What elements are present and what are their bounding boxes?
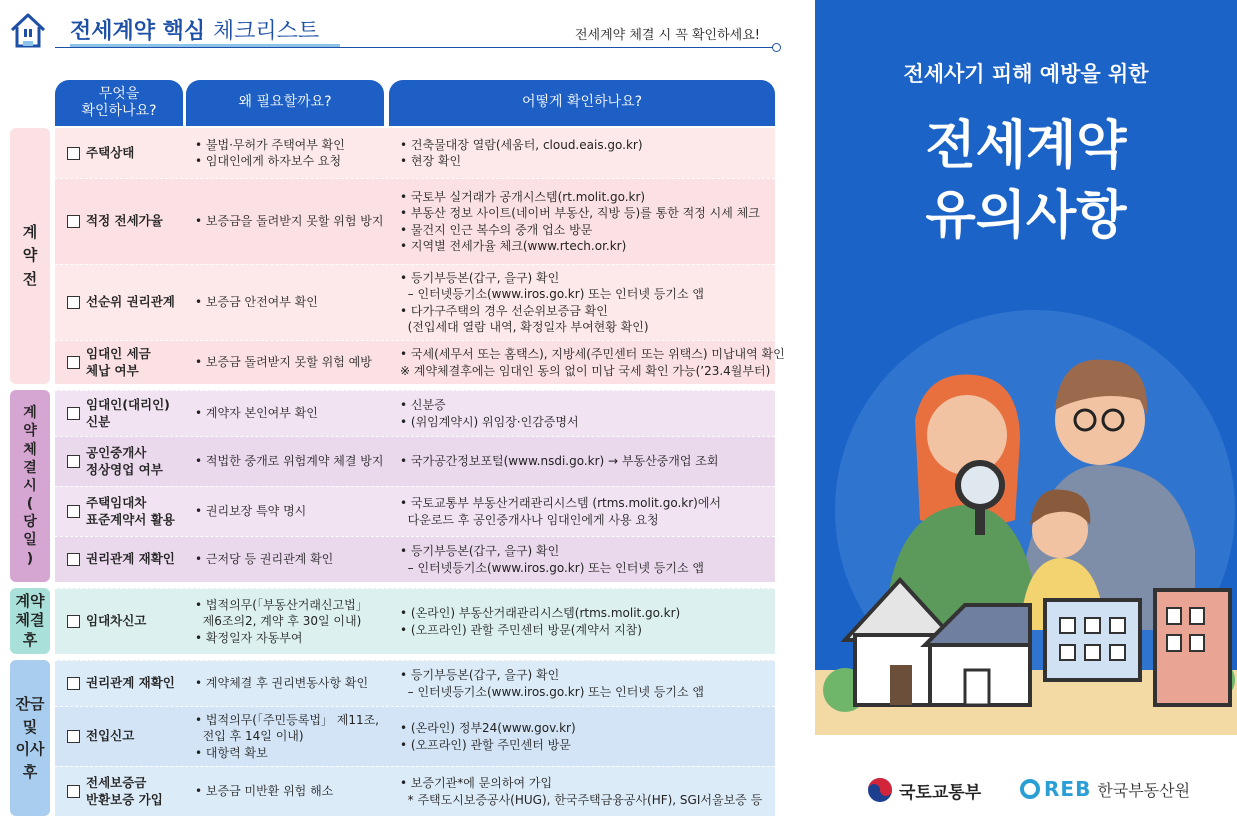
check-item[interactable] <box>55 537 183 582</box>
method-line: • 다가구주택의 경우 선순위보증금 확인 <box>400 303 608 318</box>
check-item[interactable] <box>55 661 183 706</box>
table-row <box>55 766 775 816</box>
reason-cell <box>183 487 386 536</box>
check-item-label: 권리관계 재확인 <box>86 675 175 691</box>
method-line: • 신분증 <box>400 398 446 413</box>
method-cell <box>386 265 775 340</box>
page-subtitle: 전세계약 체결 시 꼭 확인하세요! <box>575 28 760 43</box>
check-item[interactable] <box>55 341 183 384</box>
reason-cell <box>183 179 386 264</box>
section-label-signing: 계 약 체 결 시 ( 당 일 ) <box>10 390 50 582</box>
column-header-what: 무엇을 확인하나요? <box>55 80 183 126</box>
check-item[interactable] <box>55 391 183 436</box>
method-line[interactable]: • 국토교통부 부동산거래관리시스템 (rtms.molit.go.kr)에서 <box>400 496 722 511</box>
reason-cell <box>183 437 386 486</box>
family-house-illustration <box>815 300 1237 735</box>
check-item-label: 주택상태 <box>86 144 135 160</box>
method-line[interactable]: – 인터넷등기소(www.iros.go.kr) 또는 인터넷 등기소 앱 <box>400 560 704 575</box>
table-row <box>55 178 775 264</box>
check-item[interactable] <box>55 437 183 486</box>
method-cell <box>386 589 775 654</box>
table-row <box>55 128 775 178</box>
check-item[interactable] <box>55 128 183 178</box>
reason-line: • 보증금 미반환 위험 해소 <box>195 783 333 799</box>
table-row <box>55 264 775 340</box>
reason-line: • 권리보장 특약 명시 <box>195 503 306 519</box>
reason-line: • 임대인에게 하자보수 요청 <box>195 153 345 169</box>
reb-mark-icon <box>1020 779 1040 799</box>
method-line: • (위임계약시) 위임장·인감증명서 <box>400 414 579 429</box>
check-item-label: 임대차신고 <box>86 613 147 629</box>
table-row <box>55 486 775 536</box>
method-line[interactable]: • 건축물대장 열람(세움터, cloud.eais.go.kr) <box>400 137 643 152</box>
reason-cell <box>183 537 386 582</box>
ministry-name: 국토교통부 <box>899 782 982 803</box>
method-cell <box>386 391 775 436</box>
checkbox[interactable] <box>67 505 80 518</box>
reason-cell <box>183 128 386 178</box>
method-cell <box>386 707 775 766</box>
method-line: • 등기부등본(갑구, 을구) 확인 <box>400 668 560 683</box>
method-line: ※ 계약체결후에는 임대인 동의 없이 미납 국세 확인 가능(’23.4월부터) <box>400 363 771 378</box>
checkbox[interactable] <box>67 455 80 468</box>
check-item-label: 임대인 세금 체납 여부 <box>86 345 151 378</box>
reason-line: 전입 후 14일 이내) <box>195 729 304 744</box>
check-item-label: 임대인(대리인) 신분 <box>86 396 170 429</box>
checkbox[interactable] <box>67 147 80 160</box>
checkbox[interactable] <box>67 407 80 420</box>
reason-line: • 확정일자 자동부여 <box>195 630 368 646</box>
reason-cell <box>183 661 386 706</box>
reb-logo <box>1020 777 1190 801</box>
check-item-label: 적정 전세가율 <box>86 213 163 229</box>
reason-line: • 계약자 본인여부 확인 <box>195 405 318 421</box>
checklist-header <box>0 0 815 56</box>
method-line: • 국세(세무서 또는 홈택스), 지방세(주민센터 또는 위택스) 미납내역 확인 <box>400 347 785 362</box>
checkbox[interactable] <box>67 215 80 228</box>
poster-subtitle: 전세사기 피해 예방을 위한 <box>903 62 1149 86</box>
ministry-logo <box>867 777 981 803</box>
poster-title-line2: 유의사항 <box>925 186 1127 246</box>
checkbox[interactable] <box>67 677 80 690</box>
column-header-why: 왜 필요할까요? <box>186 80 384 126</box>
method-cell <box>386 487 775 536</box>
reason-cell <box>183 767 386 816</box>
method-line: • 등기부등본(갑구, 을구) 확인 <box>400 271 560 286</box>
reason-line: • 대항력 확보 <box>195 745 379 761</box>
checkbox[interactable] <box>67 553 80 566</box>
poster-panel <box>815 0 1237 735</box>
method-line: • (오프라인) 관할 주민센터 방문(계약서 지참) <box>400 622 642 637</box>
reason-line: • 법적의무(「주민등록법」 제11조, <box>195 712 379 728</box>
poster-title-line1: 전세계약 <box>925 116 1127 176</box>
method-line[interactable]: • (온라인) 부동산거래관리시스템(rtms.molit.go.kr) <box>400 606 681 621</box>
reason-line: • 근저당 등 권리관계 확인 <box>195 551 333 567</box>
method-line: • 보증기관*에 문의하여 가입 <box>400 776 553 791</box>
home-icon <box>8 10 48 50</box>
checkbox[interactable] <box>67 615 80 628</box>
method-cell <box>386 661 775 706</box>
method-cell <box>386 537 775 582</box>
check-item[interactable] <box>55 487 183 536</box>
footer-logos <box>815 735 1237 821</box>
check-item-label: 전세보증금 반환보증 가입 <box>86 774 163 807</box>
method-cell <box>386 767 775 816</box>
method-cell <box>386 437 775 486</box>
check-item-label: 권리관계 재확인 <box>86 551 175 567</box>
reason-line: • 보증금 안전여부 확인 <box>195 294 318 310</box>
reb-mark: REB <box>1044 777 1092 801</box>
reason-line: • 보증금을 돌려받지 못할 위험 방지 <box>195 213 383 229</box>
reason-cell <box>183 391 386 436</box>
check-item-label: 전입신고 <box>86 728 135 744</box>
check-item[interactable] <box>55 707 183 766</box>
column-header-how: 어떻게 확인하나요? <box>389 80 775 126</box>
check-item[interactable] <box>55 179 183 264</box>
method-line: • 물건지 인근 복수의 중개 업소 방문 <box>400 222 593 237</box>
method-line[interactable]: – 인터넷등기소(www.iros.go.kr) 또는 인터넷 등기소 앱 <box>400 287 704 302</box>
check-item[interactable] <box>55 589 183 654</box>
table-row <box>55 390 775 436</box>
section-label-before: 계 약 전 <box>10 128 50 384</box>
checkbox[interactable] <box>67 730 80 743</box>
check-item-label: 선순위 권리관계 <box>86 294 175 310</box>
method-line: • 등기부등본(갑구, 을구) 확인 <box>400 544 560 559</box>
reason-line: • 불법·무허가 주택여부 확인 <box>195 137 345 153</box>
checkbox[interactable] <box>67 296 80 309</box>
method-line[interactable]: • 국가공간정보포털(www.nsdi.go.kr) → 부동산중개업 조회 <box>400 454 719 469</box>
method-cell <box>386 341 785 384</box>
reason-line: 제6조의2, 계약 후 30일 이내) <box>195 614 362 629</box>
check-item-label: 공인중개사 정상영업 여부 <box>86 444 163 477</box>
method-cell <box>386 179 775 264</box>
table-row <box>55 536 775 582</box>
table-row <box>55 706 775 766</box>
table-row <box>55 436 775 486</box>
reason-line: • 적법한 중개로 위험계약 체결 방지 <box>195 453 383 469</box>
method-line[interactable]: – 인터넷등기소(www.iros.go.kr) 또는 인터넷 등기소 앱 <box>400 684 704 699</box>
table-row <box>55 660 775 706</box>
reb-name: 한국부동산원 <box>1097 780 1191 800</box>
check-item[interactable] <box>55 767 183 816</box>
header-divider-dot <box>772 43 781 52</box>
reason-cell <box>183 707 386 766</box>
reason-cell <box>183 265 386 340</box>
method-line[interactable]: • (온라인) 정부24(www.gov.kr) <box>400 721 576 736</box>
reason-line: • 보증금 돌려받지 못할 위험 예방 <box>195 354 372 370</box>
method-line[interactable]: • 지역별 전세가율 체크(www.rtech.or.kr) <box>400 238 627 253</box>
method-line[interactable]: • 국토부 실거래가 공개시스템(rt.molit.go.kr) <box>400 190 646 205</box>
method-cell <box>386 128 775 178</box>
reason-line: • 법적의무(「부동산거래신고법」 <box>195 597 368 613</box>
reason-cell <box>183 341 386 384</box>
method-line: * 주택도시보증공사(HUG), 한국주택금융공사(HF), SGI서울보증 등 <box>400 792 763 807</box>
checkbox[interactable] <box>67 356 80 369</box>
reason-line: • 계약체결 후 권리변동사항 확인 <box>195 675 368 691</box>
page-title: 전세계약 핵심 체크리스트 <box>70 19 320 44</box>
checkbox[interactable] <box>67 785 80 798</box>
method-line: 다운로드 후 공인중개사나 임대인에게 사용 요청 <box>400 512 659 527</box>
method-line: • 현장 확인 <box>400 154 462 168</box>
method-line: (전입세대 열람 내역, 확정일자 부여현황 확인) <box>400 319 649 334</box>
section-label-final: 잔금 및 이사 후 <box>10 660 50 816</box>
check-item-label: 주택임대차 표준계약서 활용 <box>86 494 175 527</box>
method-line: • (오프라인) 관할 주민센터 방문 <box>400 737 571 752</box>
method-line: • 부동산 정보 사이트(네이버 부동산, 직방 등)를 통한 적정 시세 체크 <box>400 206 760 221</box>
reason-cell <box>183 589 386 654</box>
section-label-after: 계약 체결 후 <box>10 588 50 654</box>
check-item[interactable] <box>55 265 183 340</box>
taegeuk-icon <box>867 777 893 803</box>
header-divider <box>55 47 775 48</box>
table-row <box>55 588 775 654</box>
table-row <box>55 340 785 384</box>
